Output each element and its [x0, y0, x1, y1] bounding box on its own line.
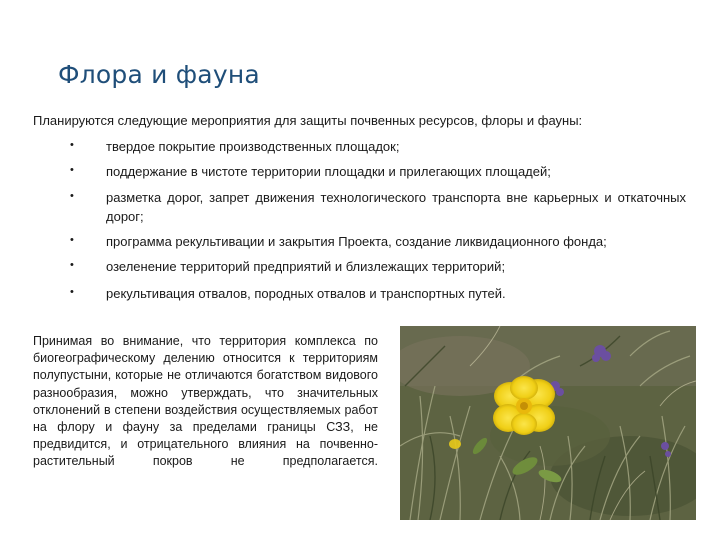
- yellow-flower-photo-icon: [400, 326, 696, 520]
- slide-title: Флора и фауна: [58, 60, 260, 89]
- bullet-icon: •: [70, 164, 74, 176]
- list-item-text: разметка дорог, запрет движения технологического транспорта вне карьерных и откаточных дорог;: [106, 190, 686, 224]
- intro-text: Планируются следующие мероприятия для защиты почвенных ресурсов, флоры и фауны:: [33, 113, 583, 128]
- list-item-text: программа рекультивации и закрытия Проекта, создание ликвидационного фонда;: [106, 234, 607, 249]
- bullet-icon: •: [70, 286, 74, 298]
- bullet-icon: •: [70, 139, 74, 151]
- bullet-icon: •: [70, 259, 74, 271]
- list-item-text: рекультивация отвалов, породных отвалов и транспортных путей.: [106, 286, 506, 301]
- flower-photo: [400, 326, 696, 520]
- list-item-text: поддержание в чистоте территории площадки и прилегающих площадей;: [106, 164, 551, 179]
- bullet-icon: •: [70, 234, 74, 246]
- list-item-text: твердое покрытие производственных площадок;: [106, 139, 400, 154]
- bullet-icon: •: [70, 190, 74, 202]
- body-paragraph: Принимая во внимание, что территория комплекса по биогеографическому делению относится к территориям полупустыни, которые не отличаются богатством видового разнообразия, можно утверждать, что значительных отклонений в степени воздействия осуществляемых работ на флору и фауну за пределами границы СЗЗ, не предвидится, и отрицательного влияния на почвенно-растительный покров не предполагается.: [33, 334, 378, 469]
- list-item-text: озеленение территорий предприятий и близлежащих территорий;: [106, 259, 506, 274]
